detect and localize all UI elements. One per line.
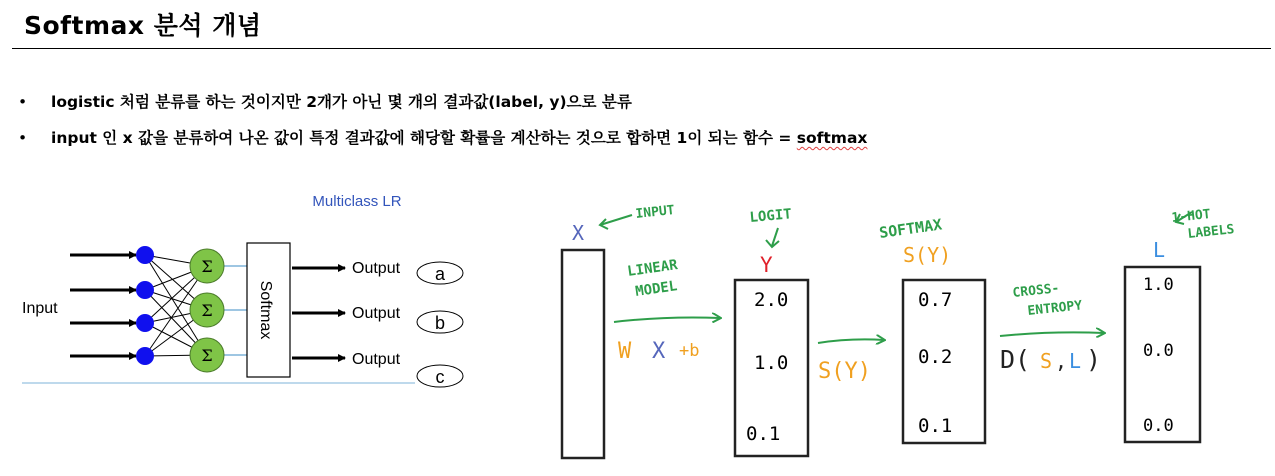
sum-node bbox=[190, 249, 247, 283]
softmax-arrow bbox=[818, 339, 884, 343]
distance-fn-d: D( bbox=[1000, 345, 1031, 374]
distance-fn-comma: , bbox=[1055, 349, 1068, 373]
class-label-text: b bbox=[434, 313, 446, 333]
linear-model-label: LINEAR bbox=[626, 257, 679, 280]
page-title: Softmax 분석 개념 bbox=[24, 11, 262, 40]
onehot-label: 1-HOT bbox=[1170, 206, 1212, 226]
input-node bbox=[136, 314, 154, 332]
logit-value: 2.0 bbox=[754, 289, 789, 311]
distance-fn-s: S bbox=[1040, 349, 1053, 373]
probability-value: 0.7 bbox=[918, 289, 953, 311]
sigma-symbol: Σ bbox=[201, 257, 213, 276]
input-note: INPUT bbox=[634, 202, 676, 222]
sum-node bbox=[190, 338, 247, 372]
output-label: Output bbox=[352, 305, 401, 322]
label-value: 0.0 bbox=[1143, 416, 1174, 436]
probability-value: 0.2 bbox=[918, 346, 953, 368]
cross-entropy-arrow bbox=[1000, 332, 1104, 336]
linear-model-label: MODEL bbox=[634, 278, 679, 300]
input-label: Input bbox=[22, 300, 58, 317]
softmax-label: SOFTMAX bbox=[878, 215, 944, 242]
sum-node bbox=[190, 293, 247, 327]
distance-fn-close: ) bbox=[1086, 345, 1102, 374]
multiclass-title: Multiclass LR bbox=[312, 193, 402, 210]
logit-label: LOGIT bbox=[748, 206, 793, 226]
bullet-text: logistic 처럼 분류를 하는 것이지만 2개가 아닌 몇 개의 결과값(label, y)으로 분류 bbox=[51, 93, 632, 111]
softmax-term: softmax bbox=[796, 129, 868, 147]
bullet-text: input 인 x 값을 분류하여 나온 값이 특정 결과값에 해당할 확률을 계산하는 것으로 합하면 1이 되는 함수 = bbox=[51, 129, 797, 147]
logit-value: 0.1 bbox=[746, 423, 781, 445]
label-value: 0.0 bbox=[1143, 341, 1174, 361]
softmax-box-label: Softmax bbox=[257, 280, 274, 340]
input-node bbox=[136, 347, 154, 365]
label-value: 1.0 bbox=[1143, 275, 1174, 295]
l-label: L bbox=[1153, 238, 1166, 262]
formula-x: X bbox=[652, 339, 666, 364]
input-node bbox=[136, 281, 154, 299]
formula-plus-b: +b bbox=[679, 341, 700, 361]
softmax-fn: S(Y) bbox=[818, 359, 871, 384]
probability-value: 0.1 bbox=[918, 415, 953, 437]
softmax-header: S(Y) bbox=[903, 243, 952, 267]
output-label: Output bbox=[352, 260, 401, 277]
class-label-text: a bbox=[434, 264, 446, 284]
linear-arrow bbox=[614, 318, 720, 323]
class-label-text: c bbox=[435, 367, 445, 387]
cross-entropy-label: CROSS- bbox=[1011, 281, 1061, 301]
input-vector-box bbox=[562, 250, 604, 458]
sigma-symbol: Σ bbox=[201, 301, 213, 320]
formula-w: W bbox=[618, 339, 632, 364]
input-node bbox=[136, 246, 154, 264]
softmax-flow-diagram bbox=[562, 203, 1235, 458]
logit-value: 1.0 bbox=[754, 352, 789, 374]
multiclass-lr-diagram bbox=[22, 193, 463, 387]
output-label: Output bbox=[352, 351, 401, 368]
y-label: Y bbox=[760, 253, 773, 277]
sigma-symbol: Σ bbox=[201, 346, 213, 365]
onehot-label: LABELS bbox=[1186, 222, 1236, 242]
cross-entropy-label: ENTROPY bbox=[1026, 298, 1083, 319]
distance-fn-l: L bbox=[1069, 349, 1082, 373]
x-label: X bbox=[572, 221, 585, 245]
